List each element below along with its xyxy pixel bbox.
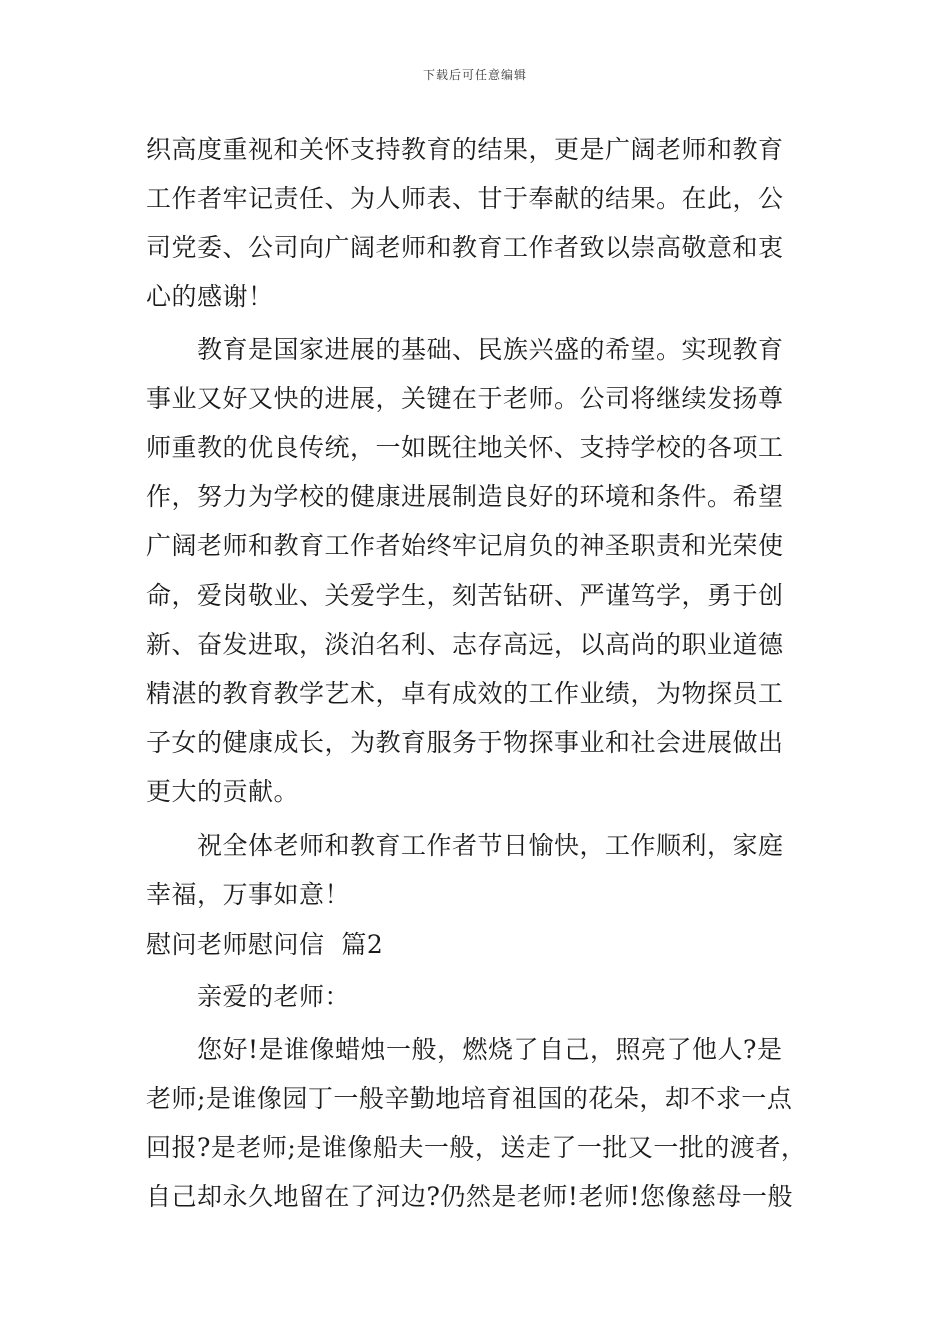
text-line: 织高度重视和关怀支持教育的结果，更是广阔老师和教育 — [146, 135, 784, 164]
text-line: 祝全体老师和教育工作者节日愉快，工作顺利，家庭 — [197, 831, 784, 860]
text-line: 精湛的教育教学艺术，卓有成效的工作业绩，为物探员工 — [146, 679, 784, 708]
text-line: 师重教的优良传统，一如既往地关怀、支持学校的各项工 — [146, 433, 784, 462]
salutation: 亲爱的老师： — [197, 982, 351, 1011]
text-line: 工作者牢记责任、为人师表、甘于奉献的结果。在此，公 — [146, 184, 784, 213]
text-line: 广阔老师和教育工作者始终牢记肩负的神圣职责和光荣使 — [146, 531, 784, 560]
text-line: 事业又好又快的进展，关键在于老师。公司将继续发扬尊 — [146, 384, 784, 413]
text-line: 子女的健康成长，为教育服务于物探事业和社会进展做出 — [146, 728, 784, 757]
text-line: 更大的贡献。 — [146, 777, 300, 806]
text-line: 司党委、公司向广阔老师和教育工作者致以崇高敬意和衷 — [146, 233, 784, 262]
text-line: 幸福，万事如意！ — [146, 880, 351, 909]
text-line: 心的感谢！ — [146, 282, 274, 311]
text-line: 老师;是谁像园丁一般辛勤地培育祖国的花朵，却不求一点 — [146, 1084, 793, 1113]
page-header: 下载后可任意编辑 — [422, 68, 527, 82]
text-line: 教育是国家进展的基础、民族兴盛的希望。实现教育 — [197, 335, 784, 364]
text-line: 自己却永久地留在了河边?仍然是老师!老师!您像慈母一般 — [146, 1182, 793, 1211]
text-line: 新、奋发进取，淡泊名利、志存高远，以高尚的职业道德 — [146, 630, 784, 659]
section-heading: 慰问老师慰问信 篇2 — [146, 930, 384, 959]
text-line: 命，爱岗敬业、关爱学生，刻苦钻研、严谨笃学，勇于创 — [146, 581, 784, 610]
text-line: 回报?是老师;是谁像船夫一般，送走了一批又一批的渡者， — [146, 1133, 807, 1162]
text-line: 作，努力为学校的健康进展制造良好的环境和条件。希望 — [146, 482, 784, 511]
text-line: 您好!是谁像蜡烛一般，燃烧了自己，照亮了他人?是 — [197, 1035, 783, 1064]
